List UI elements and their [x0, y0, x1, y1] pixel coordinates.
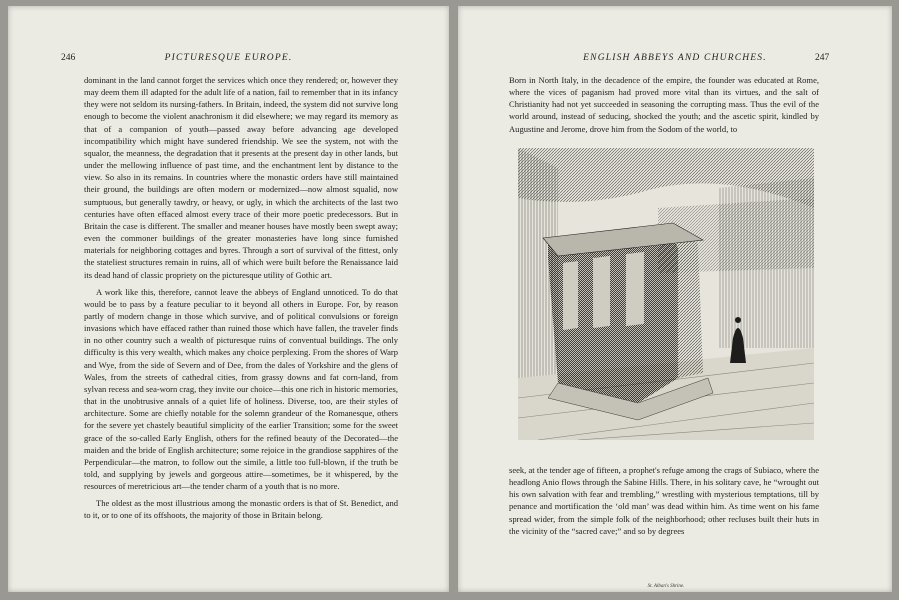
paragraph: A work like this, therefore, cannot leave the abbeys of England unnoticed. To do that would be to pass by a feature peculiar to it beyond all others in Europe. For, by reason partly of modern change in those which survive, and of political convulsions or foreign invasions which have effaced rather than ruined those which have fallen, the traveler finds in no other country such a wealth of picturesque ruins of conventual buildings. The only difficulty is this very wealth, which makes any choice perplexing. From the shores of Warp and Wye, from the side of Severn and of Dee, from the dales of Yorkshire and the glens of Wales, from the streets of cathedral cities, from grassy downs and fat corn-land, from sylvan recess and sea-worn crag, they invite our choice—this one rich in historic memories, that in the unobtrusive annals of a quiet life of holiness. Diverse, too, are their styles of architecture. Some are chiefly notable for the solemn grandeur of the Romanesque, others for the severe yet chastely beautiful simplicity of the earlier Transition; some for the sweet grace of the so-called Early English, others for the refined beauty of the Decorated—the maiden and the bride of English architecture; some rejoice in the grandiose sapphires of the Perpendicular—the matron, to follow out the simile, a little too full-blown, if the truth be told, and supplying by jewels and gorgeous attire—sometimes, be it whispered, by the resources of meretricious art—the tender charm of a youth that is no more. — [84, 286, 399, 492]
engraving-illustration — [518, 148, 814, 440]
running-head-title: ENGLISH ABBEYS AND CHURCHES. — [583, 53, 767, 63]
paragraph: dominant in the land cannot forget the services which once they rendered; or, however they may deem them ill adapted for the adult life of a nation, fail to remember that in its infancy they were not seldom its nursing-fathers. In Britain, indeed, the system did not survive long enough to become the violent anachronism it did elsewhere; we may regard its memory as that of a companion of youth—passed away before advancing age developed incompatibility which might have sundered friendship. We see the system, not with the squalor, the meanness, the degradation that it presents at the present day in other lands, but under the mellowing influence of past time, and the enchantment lent by distance to the view. So also in its remains. In countries where the monastic orders have still maintained their ground, the buildings are often modern or modernized—now almost squalid, now sumptuous, but generally tawdry, or heavy, or ugly, in which the architects of the last two centuries have often effaced almost every trace of their more poetic predecessors. But in Britain the case is different. The smaller and meaner houses have mostly been swept away; even the commoner buildings of the greater monasteries have long since furnished materials for neighboring cottages and byres. Through a sort of survival of the fittest, only the stateliest structures remain in ruins, all of which were built before the Renaissance laid its dead hand of classic propriety on the picturesque utility of Gothic art. — [84, 75, 398, 280]
left-page — [8, 6, 449, 592]
right-page — [458, 6, 892, 592]
left-page-body — [84, 74, 398, 527]
right-page-top-text — [509, 74, 819, 140]
running-head-title: PICTURESQUE EUROPE. — [164, 53, 293, 63]
page-number: 246 — [61, 53, 76, 63]
illustration-caption: St. Alban's Shrine. — [647, 584, 685, 589]
right-page-bottom-text — [509, 464, 819, 542]
page-number: 247 — [815, 53, 830, 63]
paragraph: Born in North Italy, in the decadence of the empire, the founder was educated at Rome, where the vices of paganism had proved more vital than its virtues, and the salt of Christianity had not yet succeeded in seasoning the corrupting mass. Thus the evil of the world around, instead of seducing, shocked the youth; and the ascetic spirit, kindled by Augustine and Jerome, drove him from the Sodom of the world, to — [509, 75, 819, 134]
running-head — [458, 53, 892, 69]
running-head — [8, 53, 449, 69]
paragraph: seek, at the tender age of fifteen, a prophet's refuge among the crags of Subiaco, where the headlong Anio flows through the Sabine Hills. There, in his solitary cave, he “wrought out his own salvation with fear and trembling,” wrestling with mysterious temptations, till by penance and mortification the ‘old man’ was dead within him. As time went on his fame spread wider, from the simple folk of the neighborhood; other recluses built their huts in the vicinity of the “sacred cave;” and so by degrees — [509, 465, 819, 536]
paragraph: The oldest as the most illustrious among the monastic orders is that of St. Benedict, and to it, or to one of its offshoots, the majority of those in Britain belong. — [84, 498, 398, 521]
